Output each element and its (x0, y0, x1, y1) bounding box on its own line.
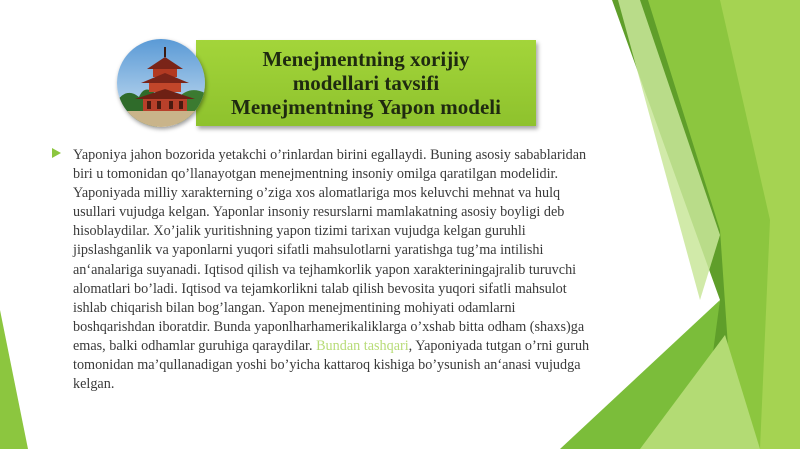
body-text-before-link: Yaponiya jahon bozorida yetakchi o’rinlardan birini egallaydi. Buning asosiy sabablaridan biri u tomonidan qo’llanayotgan menejmentning insoniy omilga qaratilgan modelidir. Yaponiyada milliy xarakterning o’ziga xos alomatlariga mos keluvchi mehnat va hulq usullari vujudga kelgan. Yaponlar insoniy resurslarni mamlakatning asosiy boyligi deb hisoblaydilar. Xo’jalik yuritishning yapon tizimi tarixan vujudga kelgan guruhli jipslashganlik va yaponlarni yuqori sifatli mahsulotlarni yaratishga tug’ma intilishi an‘analariga suyanadi. Iqtisod qilish va tejhamkorlik yapon xarakteriningajralib turuvchi alomatlari bo’ladi. Iqtisod va tejamkorlikni talab qilish bevosita yuqori sifatli mahsulot ishlab chiqarish bilan bog’langan. Yapon menejmentining mohiyati odamlarni boshqarishdan iboratdir. Bunda yaponlharhamerikaliklarga o’xshab bitta odham (shaxs)ga emas, balki odhamlar guruhiga qaraydilar. (73, 147, 587, 354)
title-line-2: modellari tavsifi (292, 71, 440, 95)
title-line-1: Menejmentning xorijiy (262, 47, 470, 71)
title-banner (196, 40, 536, 126)
body-text-after-link: , Yaponiyada tutgan o’rni guruh tomonidan ma’qullanadigan yoshi bo’yicha kattaroq kishiga bo’ysunish an‘anasi vujudga kelgan. (73, 337, 590, 393)
body-paragraph (73, 146, 593, 394)
inline-link-text: Bundan tashqari (316, 337, 409, 354)
pagoda-photo (117, 39, 205, 127)
title-line-3: Menejmentning Yapon modeli (231, 95, 501, 119)
left-green-triangle (0, 310, 28, 449)
triangle-bullet-icon (52, 148, 61, 158)
